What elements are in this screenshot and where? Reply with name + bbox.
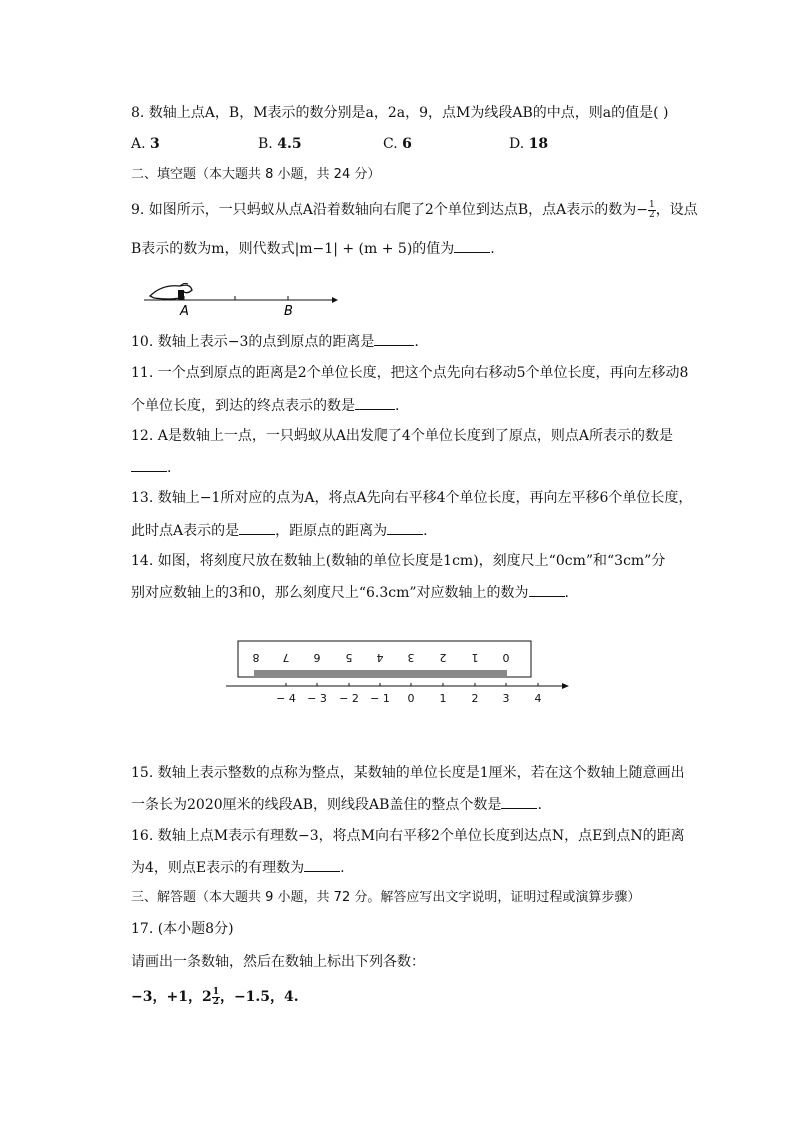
axis-label: 1: [439, 692, 447, 705]
answer-blank: [355, 395, 395, 410]
option-c: C. 6: [383, 136, 412, 152]
question-17-line-1: 请画出一条数轴，然后在数轴上标出下列各数：: [131, 954, 425, 970]
question-10: 10. 数轴上表示−3的点到原点的距离是 .: [131, 331, 419, 352]
axis-label: − 1: [370, 692, 390, 705]
ruler-label: 1: [471, 651, 479, 664]
axis-label: 4: [534, 692, 542, 705]
question-11-line-1: 11. 一个点到原点的距离是2个单位长度，把这个点先向右移动5个单位长度，再向左移动8: [131, 365, 689, 381]
option-b: B. 4.5: [258, 136, 302, 152]
fraction-one-half: $\frac{1}{2}$: [648, 199, 655, 220]
question-9-line-2: B表示的数为m，则代数式|m−1| + (m + 5)的值为 .: [131, 238, 495, 259]
ruler-band: [254, 670, 507, 677]
section-3-heading: 三、解答题（本大题共 9 小题，共 72 分。解答应写出文字说明，证明过程或演算步骤）: [131, 890, 641, 905]
ruler-label: 0: [502, 651, 510, 664]
question-17-title: 17. (本小题8分): [131, 921, 234, 937]
ruler-label: 6: [313, 651, 321, 664]
axis-label: 3: [502, 692, 510, 705]
answer-blank: [374, 331, 414, 346]
question-16-line-1: 16. 数轴上点M表示有理数−3，将点M向右平移2个单位长度到达点N，点E到点N的距离: [131, 828, 685, 844]
answer-blank: [304, 857, 340, 872]
answer-blank: [454, 238, 490, 253]
question-15-line-2: 一条长为2020厘米的线段AB，则线段AB盖住的整点个数是 .: [131, 794, 542, 815]
axis-label: − 3: [307, 692, 327, 705]
question-13-line-2: 此时点A表示的是 ，距原点的距离为 .: [131, 520, 428, 541]
question-9-line-1: 9. 如图所示，一只蚂蚁从点A沿着数轴向右爬了2个单位到达点B，点A表示的数为− $\frac{1}{2}$ ，设点: [131, 199, 698, 220]
fraction-one-half: $\frac{1}{2}$: [212, 986, 219, 1007]
question-8-stem: 8. 数轴上点A，B，M表示的数分别是a，2a，9，点M为线段AB的中点，则a的值是( ): [131, 105, 669, 121]
ruler-label: 3: [407, 651, 415, 664]
answer-blank: [239, 520, 275, 535]
ruler-label: 8: [252, 651, 260, 664]
question-13-line-1: 13. 数轴上−1所对应的点为A，将点A先向右平移4个单位长度，再向左平移6个单位长度，: [131, 490, 693, 506]
ant-number-line-figure: [140, 278, 340, 318]
point-a-label: A: [180, 304, 189, 318]
question-12-line-2: .: [131, 457, 171, 478]
ruler-label: 4: [376, 651, 384, 664]
option-d: D. 18: [509, 136, 549, 152]
question-17-numbers: −3，+1，2 $\frac{1}{2}$ ，−1.5，4.: [131, 986, 299, 1007]
ruler-label: 7: [282, 651, 290, 664]
question-14-line-1: 14. 如图，将刻度尺放在数轴上(数轴的单位长度是1cm)，刻度尺上“0cm”和“3cm”分: [131, 553, 666, 569]
question-16-line-2: 为4，则点E表示的有理数为 .: [131, 857, 345, 878]
answer-blank: [387, 520, 423, 535]
section-2-heading: 二、填空题（本大题共 8 小题，共 24 分）: [131, 167, 381, 182]
question-14-line-2: 别对应数轴上的3和0，那么刻度尺上“6.3cm”对应数轴上的数为 .: [131, 582, 569, 603]
question-12-line-1: 12. A是数轴上一点，一只蚂蚁从A出发爬了4个单位长度到了原点，则点A所表示的数是: [131, 428, 673, 444]
axis-label: 0: [407, 692, 415, 705]
ruler-number-line-figure: [220, 640, 580, 710]
number-line-labels: [276, 692, 541, 705]
answer-blank: [131, 457, 167, 472]
point-b-label: B: [284, 304, 293, 318]
option-a: A. 3: [131, 136, 160, 152]
answer-blank: [501, 794, 537, 809]
answer-blank: [529, 582, 565, 597]
axis-label: − 2: [339, 692, 359, 705]
ant-icon: [150, 283, 192, 300]
ruler-label: 5: [345, 651, 353, 664]
ruler-label: 2: [439, 651, 447, 664]
question-11-line-2: 个单位长度，到达的终点表示的数是 .: [131, 395, 399, 416]
question-15-line-1: 15. 数轴上表示整数的点称为整点，某数轴的单位长度是1厘米，若在这个数轴上随意画出: [131, 765, 685, 781]
axis-label: 2: [471, 692, 479, 705]
axis-label: − 4: [276, 692, 296, 705]
